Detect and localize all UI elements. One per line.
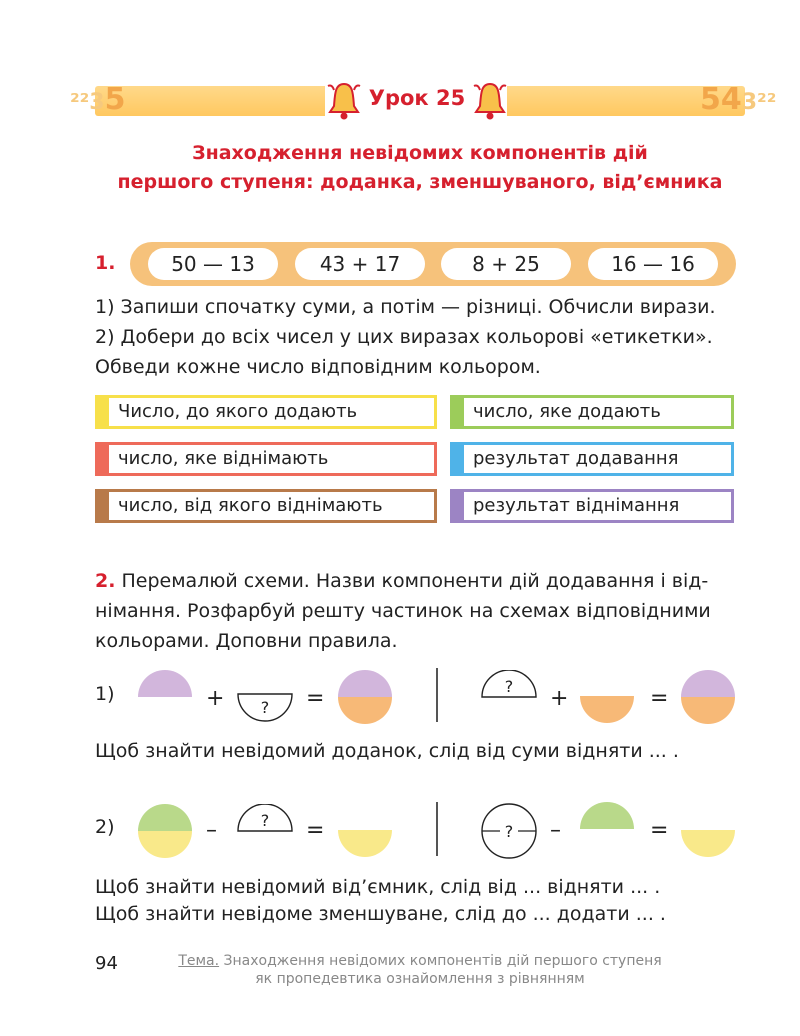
bell-icon [326, 80, 362, 122]
label-augend: Число, до якого додають [95, 395, 437, 429]
question-mark: ? [260, 811, 270, 830]
scheme-divider [436, 802, 438, 856]
expression-2: 43 + 17 [295, 248, 425, 280]
plus-sign: + [206, 686, 225, 711]
scheme-circle-minuend [136, 802, 194, 860]
bell-icon [472, 80, 508, 122]
equals-sign: = [306, 686, 325, 711]
scheme-top-half-green [578, 802, 636, 832]
minus-sign: – [206, 818, 217, 843]
rule-unknown-subtrahend: Щоб знайти невідомий від’ємник, слід від ... відняти ... . [95, 876, 661, 898]
scheme-top-half-unknown [480, 670, 538, 700]
scheme-top-half-unknown [236, 804, 294, 834]
label-swatch [95, 395, 109, 429]
scheme-circle-sum [336, 668, 394, 726]
expression-3: 8 + 25 [441, 248, 571, 280]
label-sum: результат додавання [450, 442, 734, 476]
scheme-bottom-half-yellow [336, 828, 394, 860]
scheme-divider [436, 668, 438, 722]
minus-sign: – [550, 818, 561, 843]
label-minuend: число, від якого віднімають [95, 489, 437, 523]
scheme-circle-sum [679, 668, 737, 726]
lesson-subtitle: Знаходження невідомих компонентів дій першого ступеня: доданка, зменшуваного, від’ємника [117, 142, 723, 193]
scheme-bottom-half-unknown [236, 691, 294, 723]
label-addend: число, яке додають [450, 395, 734, 429]
equals-sign: = [650, 818, 669, 843]
rule-unknown-minuend: Щоб знайти невідоме зменшуване, слід до ... додати ... . [95, 903, 666, 925]
label-swatch [450, 395, 464, 429]
equals-sign: = [306, 818, 325, 843]
rule-unknown-addend: Щоб знайти невідомий доданок, слід від суми відняти ... . [95, 740, 679, 762]
scheme-circle-unknown [478, 800, 540, 862]
task-1-number: 1. [95, 252, 116, 274]
label-swatch [450, 442, 464, 476]
plus-sign: + [550, 686, 569, 711]
scheme-top-half-purple [136, 670, 194, 700]
row-1-label: 1) [95, 683, 115, 705]
label-difference: результат віднімання [450, 489, 734, 523]
task-2-instructions: 2. Перемалюй схеми. Назви компоненти дій додавання і від- німання. Розфарбуй решту частинок на схемах відповідними кольорами. Доповни правила. [95, 570, 711, 652]
label-subtrahend: число, яке віднімають [95, 442, 437, 476]
row-2-label: 2) [95, 816, 115, 838]
expression-4: 16 — 16 [588, 248, 718, 280]
question-mark: ? [260, 698, 270, 717]
page-number: 94 [95, 953, 118, 974]
lesson-title: Урок 25 [368, 86, 466, 110]
equals-sign: = [650, 686, 669, 711]
scheme-bottom-half-yellow [679, 828, 737, 860]
scheme-bottom-half-orange [578, 694, 636, 726]
label-swatch [95, 442, 109, 476]
decorative-numbers-right: 543²² [700, 82, 777, 117]
question-mark: ? [504, 677, 514, 696]
expression-1: 50 — 13 [148, 248, 278, 280]
footer-topic: Тема. Знаходження невідомих компонентів дій першого ступеня як пропедевтика ознайомлення з рівнянням [178, 953, 662, 987]
label-swatch [95, 489, 109, 523]
label-swatch [450, 489, 464, 523]
decorative-numbers-left: ²²35 [70, 82, 126, 117]
task-1-instructions: 1) Запиши спочатку суми, а потім — різниці. Обчисли вирази. 2) Добери до всіх чисел у цих виразах кольорові «етикетки». Обведи кожне число відповідним кольором. [95, 296, 716, 378]
task-2-number: 2. [95, 570, 116, 592]
question-mark: ? [504, 822, 514, 841]
